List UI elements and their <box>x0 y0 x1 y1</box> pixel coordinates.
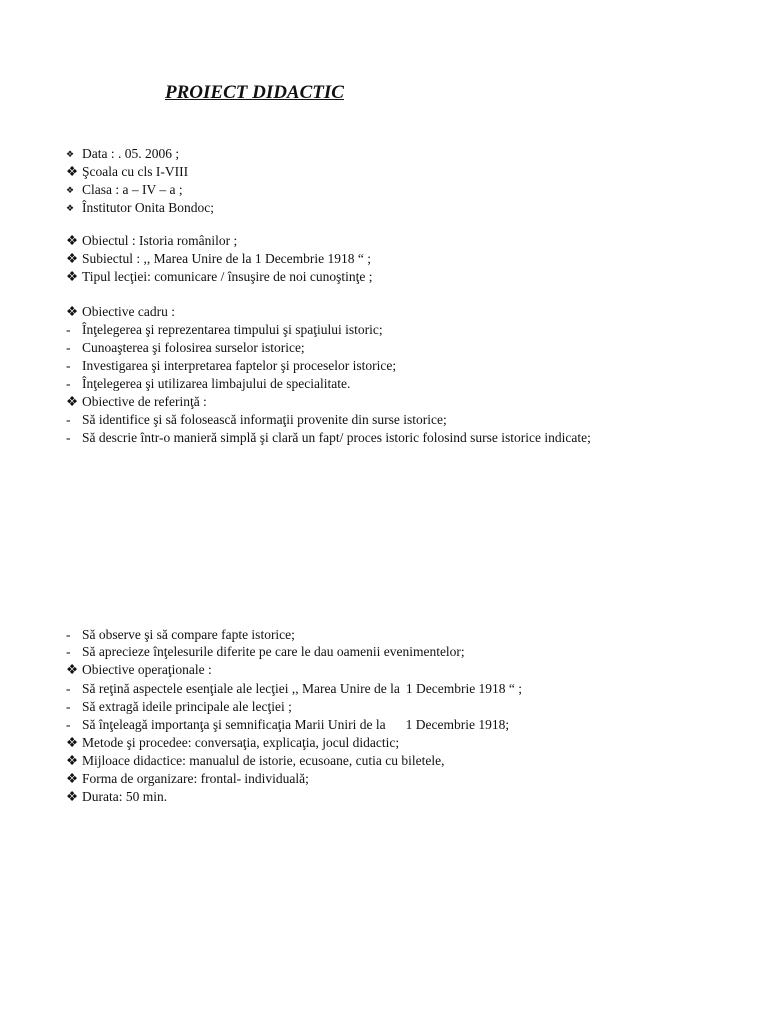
dash-bullet: - <box>66 376 71 391</box>
list-item <box>66 429 591 447</box>
obiective-cadru-text: Obiective cadru : <box>82 304 175 319</box>
metode-text: Metode şi procedee: conversaţia, explicaţia, jocul didactic; <box>82 735 400 750</box>
forma-line <box>66 770 309 788</box>
list-item-text: Investigarea şi interpretarea faptelor şi proceselor istorice; <box>82 358 397 373</box>
list-item-text-continued: 1 Decembrie 1918; <box>405 717 510 732</box>
dash-bullet: - <box>66 358 71 373</box>
dash-bullet: - <box>66 340 71 355</box>
subiectul-text: Subiectul : ,, Marea Unire de la 1 Decembrie 1918 “ ; <box>82 251 372 266</box>
list-item-text: Cunoaşterea şi folosirea surselor istorice; <box>82 340 305 355</box>
list-item-text: Să înţeleagă importanţa şi semnificaţia Marii Uniri de la <box>82 717 386 732</box>
metode-line <box>66 734 399 752</box>
list-item-text: Să reţină aspectele esenţiale ale lecţiei ,, Marea Unire de la <box>82 681 400 696</box>
list-item-text: Înţelegerea şi utilizarea limbajului de specialitate. <box>82 376 351 391</box>
diamond-bullet-icon: ❖ <box>66 753 79 768</box>
list-item-text-continued: 1 Decembrie 1918 “ ; <box>405 681 523 696</box>
list-item-text: Să extragă ideile principale ale lecţiei ; <box>82 699 292 714</box>
document-title: PROIECT DIDACTIC <box>165 82 344 103</box>
scoala-line <box>66 163 188 181</box>
obiective-operationale-heading <box>66 661 212 679</box>
dash-bullet: - <box>66 627 71 642</box>
list-item-text: Să identifice şi să folosească informaţii provenite din surse istorice; <box>82 412 447 427</box>
subiectul-line <box>66 250 371 268</box>
data-line <box>66 145 179 163</box>
list-item <box>66 321 383 339</box>
diamond-bullet-icon: ❖ <box>66 662 79 677</box>
diamond-bullet-icon: ❖ <box>66 771 79 786</box>
list-item-text: Să observe şi să compare fapte istorice; <box>82 627 295 642</box>
dash-bullet: - <box>66 430 71 445</box>
durata-line <box>66 788 167 806</box>
list-item <box>66 411 447 429</box>
diamond-bullet-icon: ❖ <box>66 164 79 179</box>
diamond-bullet-icon: ❖ <box>66 203 75 213</box>
list-item <box>66 339 305 357</box>
diamond-bullet-icon: ❖ <box>66 251 79 266</box>
diamond-bullet-icon: ❖ <box>66 394 79 409</box>
list-item-text: Înţelegerea şi reprezentarea timpului şi spaţiului istoric; <box>82 322 383 337</box>
scoala-text: Şcoala cu cls I-VIII <box>82 164 189 179</box>
data-text: Data : . 05. 2006 ; <box>82 146 180 161</box>
list-item <box>66 698 292 716</box>
diamond-bullet-icon: ❖ <box>66 269 79 284</box>
durata-text: Durata: 50 min. <box>82 789 168 804</box>
obiective-operationale-text: Obiective operaţionale : <box>82 662 212 677</box>
diamond-bullet-icon: ❖ <box>66 185 75 195</box>
obiective-cadru-heading <box>66 303 175 321</box>
clasa-line <box>66 181 183 199</box>
clasa-text: Clasa : a – IV – a ; <box>82 182 183 197</box>
diamond-bullet-icon: ❖ <box>66 789 79 804</box>
mijloace-line <box>66 752 444 770</box>
list-item <box>66 357 396 375</box>
list-item-text: Să descrie într-o manieră simplă şi clară un fapt/ proces istoric folosind surse istorice indicate; <box>82 430 591 445</box>
dash-bullet: - <box>66 412 71 427</box>
obiectul-line <box>66 232 237 250</box>
obiective-referinta-heading <box>66 393 207 411</box>
obiective-referinta-text: Obiective de referinţă : <box>82 394 207 409</box>
list-item <box>66 375 350 393</box>
dash-bullet: - <box>66 717 71 732</box>
institutor-text: Înstitutor Onita Bondoc; <box>82 200 214 215</box>
list-item <box>66 680 522 698</box>
forma-text: Forma de organizare: frontal- individuală; <box>82 771 309 786</box>
institutor-line <box>66 199 214 217</box>
dash-bullet: - <box>66 699 71 714</box>
dash-bullet: - <box>66 681 71 696</box>
dash-bullet: - <box>66 644 71 659</box>
tipul-line <box>66 268 372 286</box>
diamond-bullet-icon: ❖ <box>66 304 79 319</box>
list-item <box>66 626 295 644</box>
diamond-bullet-icon: ❖ <box>66 233 79 248</box>
diamond-bullet-icon: ❖ <box>66 735 79 750</box>
tipul-text: Tipul lecţiei: comunicare / însuşire de noi cunoştinţe ; <box>82 269 373 284</box>
list-item-text: Să aprecieze înţelesurile diferite pe care le dau oamenii evenimentelor; <box>82 644 465 659</box>
obiectul-text: Obiectul : Istoria românilor ; <box>82 233 238 248</box>
list-item <box>66 643 465 661</box>
dash-bullet: - <box>66 322 71 337</box>
diamond-bullet-icon: ❖ <box>66 149 75 159</box>
list-item <box>66 716 509 734</box>
mijloace-text: Mijloace didactice: manualul de istorie, ecusoane, cutia cu biletele, <box>82 753 445 768</box>
